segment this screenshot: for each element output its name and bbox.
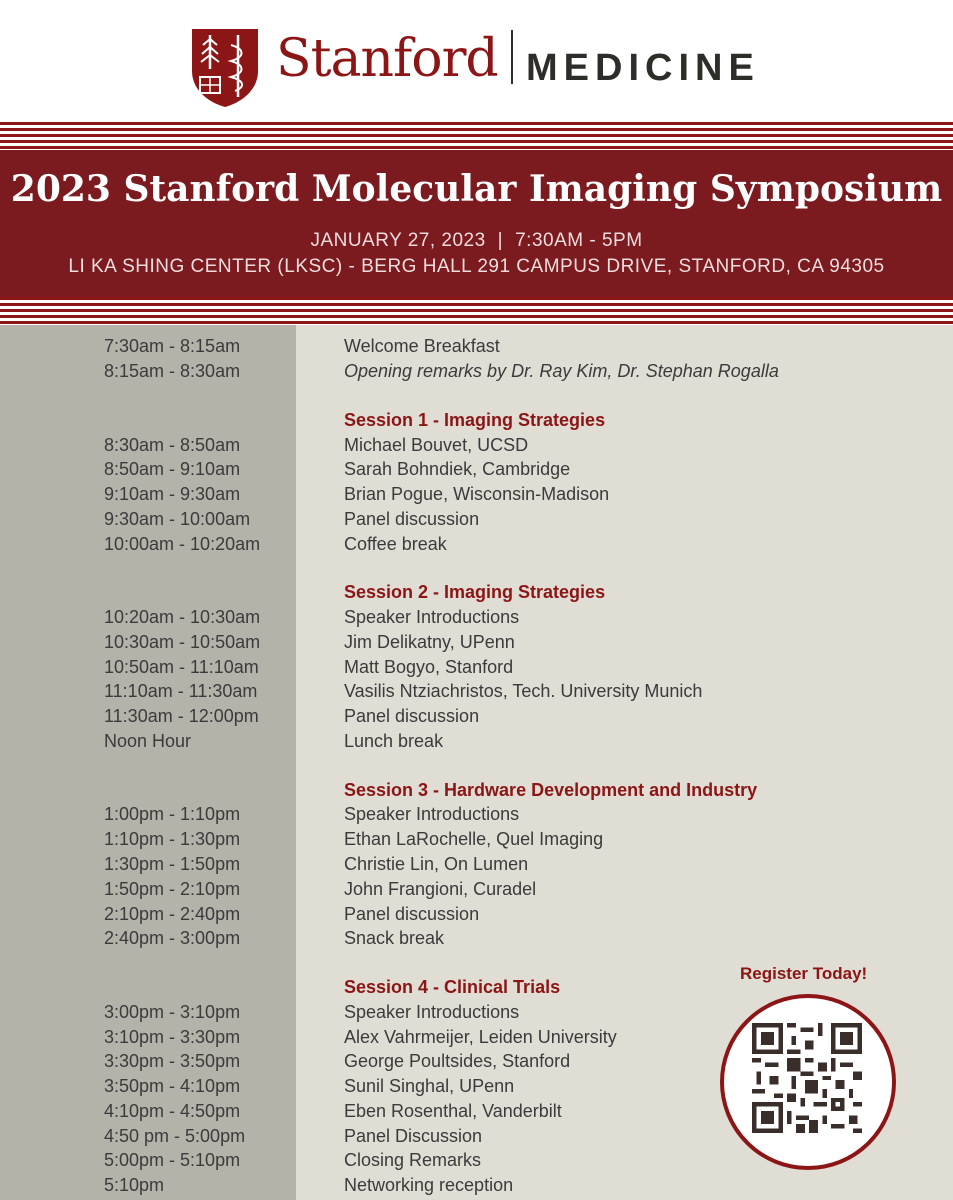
agenda-row <box>0 729 953 753</box>
row-time: 1:00pm - 1:10pm <box>104 804 241 824</box>
title-banner <box>0 150 953 297</box>
row-desc: Speaker Introductions <box>344 804 520 824</box>
row-time: 9:10am - 9:30am <box>104 484 241 504</box>
row-time: 10:30am - 10:50am <box>104 632 261 652</box>
event-title: 2023 Stanford Molecular Imaging Symposium <box>10 168 943 210</box>
agenda-row <box>0 334 953 358</box>
row-time: 1:50pm - 2:10pm <box>104 879 241 899</box>
row-desc: Jim Delikatny, UPenn <box>344 632 515 652</box>
row-desc: Alex Vahrmeijer, Leiden University <box>344 1027 617 1047</box>
row-desc: Lunch break <box>344 731 444 751</box>
agenda-row <box>0 507 953 531</box>
row-time: 3:50pm - 4:10pm <box>104 1076 241 1096</box>
logo-divider <box>511 30 513 84</box>
row-desc: Speaker Introductions <box>344 1002 520 1022</box>
agenda-row <box>0 852 953 876</box>
agenda-row <box>0 359 953 383</box>
row-time: 2:40pm - 3:00pm <box>104 928 241 948</box>
row-time: 1:10pm - 1:30pm <box>104 829 241 849</box>
row-desc: Sunil Singhal, UPenn <box>344 1076 515 1096</box>
register-label[interactable]: Register Today! <box>740 964 868 983</box>
row-time: 1:30pm - 1:50pm <box>104 854 241 874</box>
logo-stanford-text: Stanford <box>276 29 498 89</box>
agenda-row <box>0 482 953 506</box>
agenda-row <box>0 1173 953 1197</box>
row-desc: Sarah Bohndiek, Cambridge <box>344 459 571 479</box>
row-desc: Networking reception <box>344 1175 514 1195</box>
row-time: 9:30am - 10:00am <box>104 509 251 529</box>
top-stripes <box>0 122 953 150</box>
agenda-row <box>0 802 953 826</box>
stanford-shield-icon <box>190 27 260 109</box>
agenda-row <box>0 630 953 654</box>
row-time: 2:10pm - 2:40pm <box>104 904 241 924</box>
row-desc: Opening remarks by Dr. Ray Kim, Dr. Stephan Rogalla <box>344 361 779 381</box>
row-desc: Panel Discussion <box>344 1126 483 1146</box>
agenda-row <box>0 704 953 728</box>
row-desc: Brian Pogue, Wisconsin-Madison <box>344 484 610 504</box>
session-1-title: Session 1 - Imaging Strategies <box>344 410 606 430</box>
event-venue: LI KA SHING CENTER (LKSC) - BERG HALL 291 CAMPUS DRIVE, STANFORD, CA 94305 <box>68 256 885 277</box>
agenda-row <box>0 827 953 851</box>
row-time: 10:50am - 11:10am <box>104 657 259 677</box>
session-3-title: Session 3 - Hardware Development and Industry <box>344 780 758 800</box>
row-desc: Welcome Breakfast <box>344 336 500 356</box>
session-4-title: Session 4 - Clinical Trials <box>344 977 561 997</box>
agenda-row <box>0 532 953 556</box>
row-desc: Speaker Introductions <box>344 607 520 627</box>
qr-code-icon[interactable] <box>752 1023 862 1133</box>
date-separator: | <box>497 230 504 251</box>
row-desc: Panel discussion <box>344 904 480 924</box>
row-desc: Matt Bogyo, Stanford <box>344 657 514 677</box>
row-time: 5:10pm <box>104 1175 165 1195</box>
row-desc: Michael Bouvet, UCSD <box>344 435 529 455</box>
row-time: 8:30am - 8:50am <box>104 435 241 455</box>
agenda-row <box>0 457 953 481</box>
agenda-row <box>0 605 953 629</box>
row-time: 8:15am - 8:30am <box>104 361 241 381</box>
row-time: 11:30am - 12:00pm <box>104 706 259 726</box>
row-desc: Closing Remarks <box>344 1150 482 1170</box>
agenda-row <box>0 433 953 457</box>
session-2-title: Session 2 - Imaging Strategies <box>344 582 606 602</box>
row-desc: Coffee break <box>344 534 447 554</box>
event-date: JANUARY 27, 2023 <box>310 230 486 251</box>
agenda-row <box>0 902 953 926</box>
row-time: 4:10pm - 4:50pm <box>104 1101 241 1121</box>
event-time: 7:30AM - 5PM <box>515 230 643 251</box>
row-desc: Vasilis Ntziachristos, Tech. University Munich <box>344 681 703 701</box>
row-desc: Eben Rosenthal, Vanderbilt <box>344 1101 562 1121</box>
row-time: 10:00am - 10:20am <box>104 534 261 554</box>
row-time: 3:30pm - 3:50pm <box>104 1051 241 1071</box>
row-time: 4:50 pm - 5:00pm <box>104 1126 246 1146</box>
row-time: Noon Hour <box>104 731 192 751</box>
logo-medicine-text: MEDICINE <box>526 47 760 89</box>
row-desc: Panel discussion <box>344 706 480 726</box>
row-desc: Ethan LaRochelle, Quel Imaging <box>344 829 604 849</box>
bottom-stripes <box>0 297 953 325</box>
row-time: 3:00pm - 3:10pm <box>104 1002 241 1022</box>
row-desc: Panel discussion <box>344 509 480 529</box>
row-desc: George Poultsides, Stanford <box>344 1051 571 1071</box>
agenda-row <box>0 655 953 679</box>
row-time: 7:30am - 8:15am <box>104 336 241 356</box>
row-time: 5:00pm - 5:10pm <box>104 1150 241 1170</box>
row-time: 11:10am - 11:30am <box>104 681 258 701</box>
agenda-row <box>0 679 953 703</box>
event-date-line <box>0 230 953 252</box>
agenda-row <box>0 877 953 901</box>
row-time: 10:20am - 10:30am <box>104 607 261 627</box>
row-time: 3:10pm - 3:30pm <box>104 1027 241 1047</box>
header-logo <box>0 0 953 122</box>
row-desc: Christie Lin, On Lumen <box>344 854 529 874</box>
row-desc: Snack break <box>344 928 445 948</box>
agenda-row <box>0 926 953 950</box>
row-desc: John Frangioni, Curadel <box>344 879 537 899</box>
row-time: 8:50am - 9:10am <box>104 459 241 479</box>
